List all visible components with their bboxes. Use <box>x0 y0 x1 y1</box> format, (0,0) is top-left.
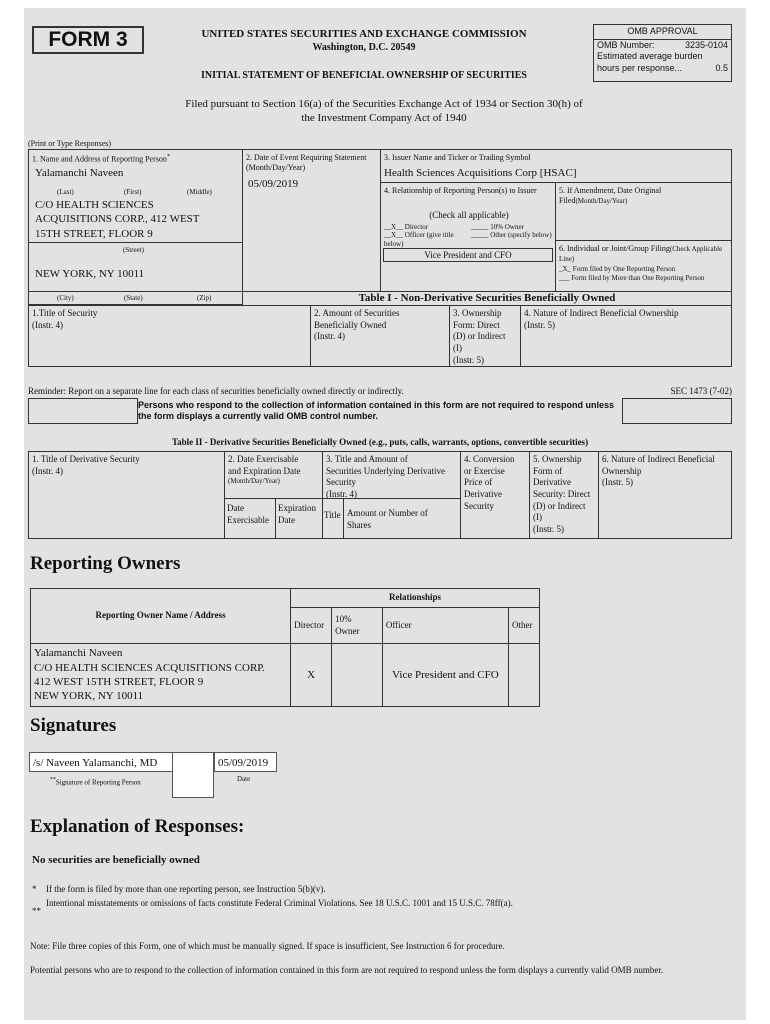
table2-col-underlying: 3. Title and Amount of Securities Underlying Derivative Security (Instr. 4) <box>322 451 461 499</box>
table1-col-title: 1.Title of Security (Instr. 4) <box>28 305 311 367</box>
table1-col-ownership: 3. Ownership Form: Direct (D) or Indirect (I) (Instr. 5) <box>449 305 521 367</box>
table2-col-ownership: 5. Ownership Form of Derivative Security: Direct (D) or Indirect (I) (Instr. 5) <box>529 451 599 539</box>
box6-sub-label: (Check Applicable Line) <box>559 245 723 263</box>
box1-street <box>28 242 243 292</box>
box1-footnote-mark: * <box>166 153 171 160</box>
explanation-heading: Explanation of Responses: <box>30 816 245 837</box>
form-label: FORM 3 <box>32 26 144 54</box>
col-middle-label: (Middle) <box>187 188 212 196</box>
col-state-label: (State) <box>124 294 143 302</box>
no-securities-note: No securities are beneficially owned <box>32 854 200 866</box>
box2-event-date <box>242 149 381 292</box>
box5-label-wrap <box>559 186 731 206</box>
reminder-text: Reminder: Report on a separate line for each class of securities beneficially owned directly or indirectly. <box>28 386 404 396</box>
other-check: _____ Other (specify below) <box>471 231 552 239</box>
owner-name-address: Yalamanchi Naveen C/O HEALTH SCIENCES ACQUISITIONS CORP. 412 WEST 15TH STREET, FLOOR 9 NEW YORK, NY 10011 <box>31 644 291 707</box>
table2-date-exercisable: Date Exercisable <box>224 498 276 539</box>
box1-label: 1. Name and Address of Reporting Person <box>32 154 167 164</box>
owner-officer-value: Vice President and CFO <box>382 644 508 707</box>
col-zip-label: (Zip) <box>197 294 212 302</box>
agency-location: Washington, D.C. 20549 <box>312 42 416 53</box>
omb-hours-row <box>594 63 731 75</box>
filed-pursuant-line-2: the Investment Company Act of 1940 <box>301 112 467 124</box>
signature-spacer-box <box>172 752 214 798</box>
omb-hours-label: hours per response... <box>597 63 683 74</box>
owner-check: _____ 10% Owner <box>471 223 524 231</box>
print-type-note: (Print or Type Responses) <box>28 139 112 148</box>
omb-number-label: OMB Number: <box>597 39 655 50</box>
notice-right-box <box>622 398 732 424</box>
box5-amendment <box>555 182 732 241</box>
box6-filing <box>555 240 732 292</box>
omb-title: OMB APPROVAL <box>594 25 731 40</box>
potential-persons-note: Potential persons who are to respond to the collection of information contained in this form are not required to respond unless the form displays a currently valid OMB number. <box>30 965 664 975</box>
box6-label-wrap <box>559 244 731 264</box>
persons-notice: Persons who respond to the collection of information contained in this form are not required to respond unless the form displays a currently valid OMB control number. <box>138 400 615 421</box>
box2-label: 2. Date of Event Requiring Statement (Month/Day/Year) <box>246 153 367 172</box>
signature-label-wrap <box>50 777 141 787</box>
owner-ten-percent-value <box>332 644 383 707</box>
box1-city <box>28 291 243 305</box>
table2-underlying-title: Title <box>322 498 344 539</box>
table2-col-conversion: 4. Conversion or Exercise Price of Derivative Security <box>460 451 530 539</box>
reporting-owners-table <box>30 588 540 707</box>
signature-label: Signature of Reporting Person <box>55 778 141 787</box>
table2-col-dates <box>224 451 323 499</box>
footnote-two: Intentional misstatements or omissions of facts constitute Federal Criminal Violations. See 18 U.S.C. 1001 and 15 U.S.C. 78ff(a). <box>46 898 513 908</box>
table1-title: Table I - Non-Derivative Securities Beneficially Owned <box>242 291 732 306</box>
sec-code: SEC 1473 (7-02) <box>670 386 732 396</box>
filing-option-more: ___ Form filed by More than One Reporting Person <box>559 274 705 282</box>
omb-number-row <box>594 40 731 52</box>
owner-other-value <box>509 644 540 707</box>
footnote-one: If the form is filed by more than one reporting person, see Instruction 5(b)(v). <box>46 884 326 894</box>
omb-hours-value: 0.5 <box>715 63 728 74</box>
signature-date-label: Date <box>237 775 251 783</box>
col-owner-name-address: Reporting Owner Name / Address <box>31 589 291 644</box>
col-other: Other <box>509 608 540 644</box>
col-ten-percent-owner: 10% Owner <box>332 608 383 644</box>
table2-col-dates-label: 2. Date Exercisable and Expiration Date <box>228 454 301 476</box>
col-officer: Officer <box>382 608 508 644</box>
box1-name <box>28 149 243 243</box>
event-date-value: 05/09/2019 <box>248 178 299 190</box>
omb-approval-box <box>593 24 732 82</box>
form-sheet <box>24 8 746 1020</box>
street-label: (Street) <box>123 246 144 254</box>
signatures-heading: Signatures <box>30 715 117 736</box>
owner-director-value: X <box>291 644 332 707</box>
issuer-name-value: Health Sciences Acquisitions Corp [HSAC] <box>384 167 577 179</box>
col-city-label: (City) <box>57 294 74 302</box>
footnote-one-mark: * <box>32 884 37 894</box>
table2-underlying-amount: Amount or Number of Shares <box>343 498 461 539</box>
director-check: __X__ Director <box>384 223 429 231</box>
box4-label: 4. Relationship of Reporting Person(s) to Issuer <box>384 186 537 195</box>
box4-relationship <box>380 182 556 292</box>
city-state-zip: NEW YORK, NY 10011 <box>35 268 145 280</box>
box3-label: 3. Issuer Name and Ticker or Trading Symbol <box>384 153 531 162</box>
table-row <box>31 644 540 707</box>
box6-label: 6. Individual or Joint/Group Filing <box>559 244 670 253</box>
filing-option-one: _X_ Form filed by One Reporting Person <box>559 265 676 273</box>
notice-left-box <box>28 398 138 424</box>
box1-label-wrap <box>32 153 170 165</box>
signature-box: /s/ Naveen Yalamanchi, MD <box>29 752 173 772</box>
col-director: Director <box>291 608 332 644</box>
box5-sub-label: (Month/Day/Year) <box>575 197 628 205</box>
table2-title: Table II - Derivative Securities Beneficially Owned (e.g., puts, calls, warrants, options, convertible securities) <box>171 437 589 447</box>
table1-col-nature: 4. Nature of Indirect Beneficial Ownership (Instr. 5) <box>520 305 732 367</box>
omb-number-value: 3235-0104 <box>684 39 728 50</box>
table2-col-title: 1. Title of Derivative Security (Instr. 4) <box>28 451 225 539</box>
check-all-label: (Check all applicable) <box>429 210 509 220</box>
officer-title-value: Vice President and CFO <box>383 248 553 262</box>
agency-name: UNITED STATES SECURITIES AND EXCHANGE COMMISSION <box>201 28 527 40</box>
table2-expiration-date: Expiration Date <box>275 498 323 539</box>
box3-issuer <box>380 149 732 183</box>
footnote-two-mark: ** <box>32 906 41 916</box>
signature-date-box: 05/09/2019 <box>214 752 277 772</box>
col-last-label: (Last) <box>57 188 74 196</box>
relationships-header: Relationships <box>291 589 540 608</box>
officer-check: __X__ Officer (give title below) <box>384 231 454 248</box>
reporting-person-name: Yalamanchi Naveen <box>35 167 124 179</box>
table2-col-dates-sub: (Month/Day/Year) <box>228 477 280 486</box>
omb-burden-label: Estimated average burden <box>597 51 703 62</box>
statement-title: INITIAL STATEMENT OF BENEFICIAL OWNERSHIP OF SECURITIES <box>200 70 527 81</box>
street-address: C/O HEALTH SCIENCES ACQUISITIONS CORP., 412 WEST 15TH STREET, FLOOR 9 <box>35 199 200 240</box>
table2-col-nature: 6. Nature of Indirect Beneficial Ownership (Instr. 5) <box>598 451 732 539</box>
table1-col-amount: 2. Amount of Securities Beneficially Owned (Instr. 4) <box>310 305 450 367</box>
filed-pursuant-line-1: Filed pursuant to Section 16(a) of the Securities Exchange Act of 1934 or Section 30(h) of <box>185 98 583 110</box>
signature-footnote-mark: ** <box>50 777 56 783</box>
col-first-label: (First) <box>124 188 142 196</box>
three-copies-note: Note: File three copies of this Form, one of which must be manually signed. If space is insufficient, See Instruction 6 for procedure. <box>30 941 505 951</box>
reporting-owners-heading: Reporting Owners <box>30 553 181 574</box>
box5-label: 5. If Amendment, Date Original Filed <box>559 186 662 205</box>
table-row <box>31 589 540 608</box>
